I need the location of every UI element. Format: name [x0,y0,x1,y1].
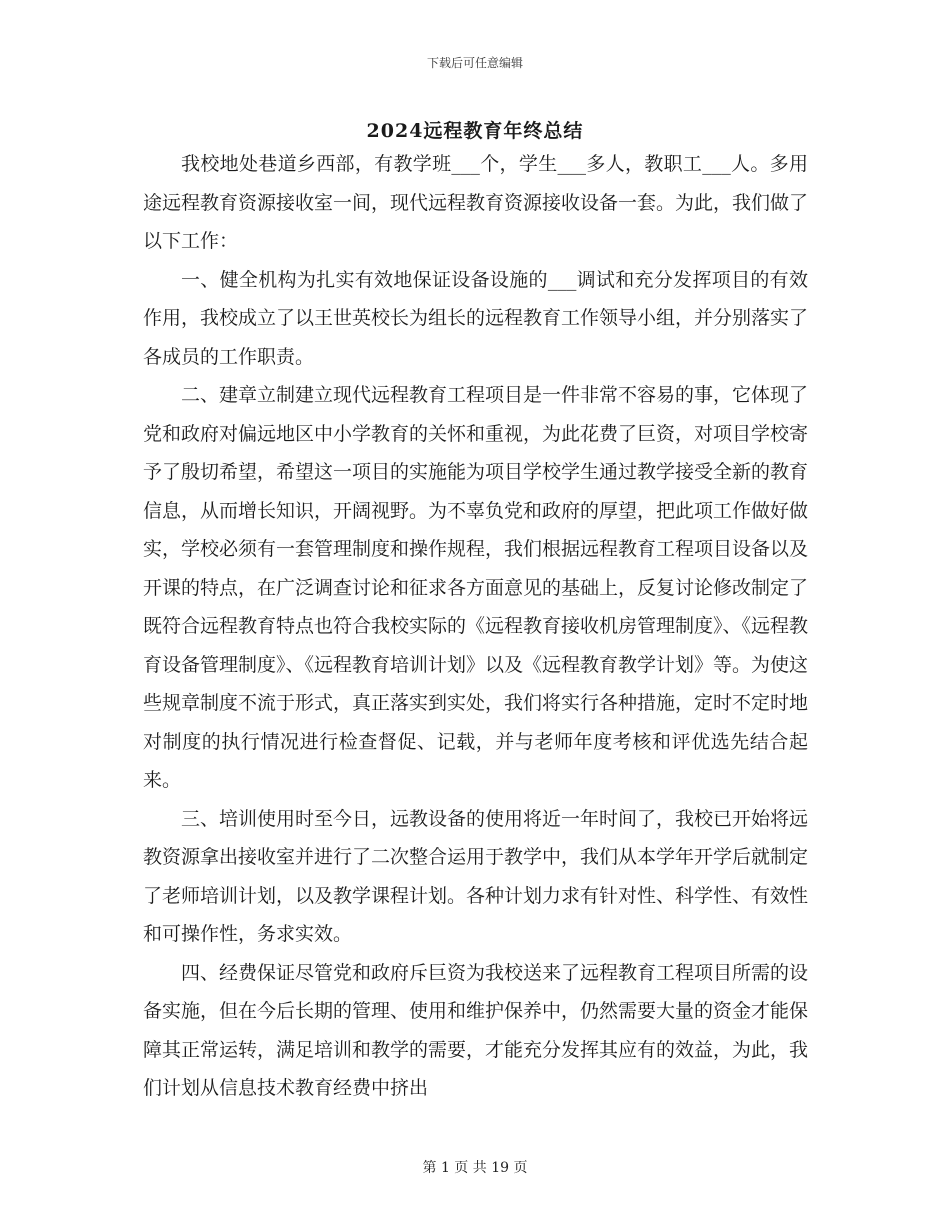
paragraph-section-1: 一、健全机构为扎实有效地保证设备设施的___调试和充分发挥项目的有效作用，我校成立了以王世英校长为组长的远程教育工作领导小组，并分别落实了各成员的工作职责。 [143,268,809,368]
page-number: 第 1 页 共 19 页 [422,1160,528,1176]
paragraph-section-3: 三、培训使用时至今日，远教设备的使用将近一年时间了，我校已开始将远教资源拿出接收室并进行了二次整合运用于教学中，我们从本学年开学后就制定了老师培训计划，以及教学课程计划。各种计划力求有针对性、科学性、有效性和可操作性，务求实效。 [143,807,809,945]
document-title: 2024远程教育年终总结 [366,120,584,142]
page-header-note: 下载后可任意编辑 [426,56,523,70]
paragraph-intro: 我校地处巷道乡西部，有教学班___个，学生___多人，教职工___人。多用途远程教育资源接收室一间，现代远程教育资源接收设备一套。为此，我们做了以下工作： [143,153,809,252]
paragraph-section-4: 四、经费保证尽管党和政府斥巨资为我校送来了远程教育工程项目所需的设备实施，但在今后长期的管理、使用和维护保养中，仍然需要大量的资金才能保障其正常运转，满足培训和教学的需要，才能充分发挥其应有的效益，为此，我们计划从信息技术教育经费中挤出 [143,961,809,1099]
paragraph-section-2: 二、建章立制建立现代远程教育工程项目是一件非常不容易的事，它体现了党和政府对偏远地区中小学教育的关怀和重视，为此花费了巨资，对项目学校寄予了殷切希望，希望这一项目的实施能为项目学校学生通过教学接受全新的教育信息，从而增长知识，开阔视野。为不辜负党和政府的厚望，把此项工作做好做实，学校必须有一套管理制度和操作规程，我们根据远程教育工程项目设备以及开课的特点，在广泛调查讨论和征求各方面意见的基础上，反复讨论修改制定了既符合远程教育特点也符合我校实际的《远程教育接收机房管理制度》、《远程教育设备管理制度》、《远程教育培训计划》以及《远程教育教学计划》等。为使这些规章制度不流于形式，真正落实到实处，我们将实行各种措施，定时不定时地对制度的执行情况进行检查督促、记载，并与老师年度考核和评优选先结合起来。 [143,384,809,791]
document-body [143,145,808,1108]
